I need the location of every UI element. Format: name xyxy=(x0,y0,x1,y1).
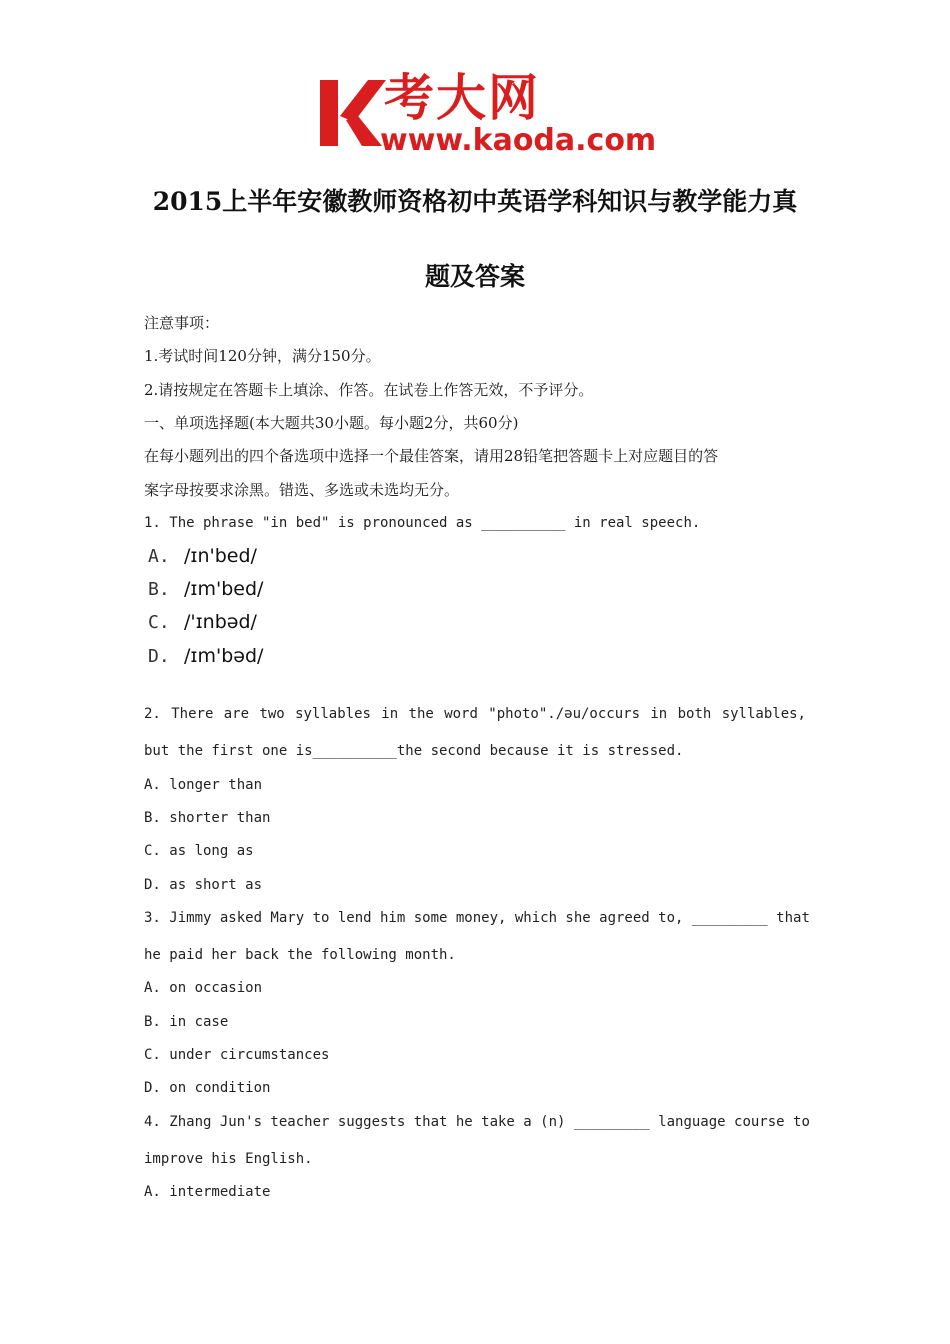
question-1-option-c xyxy=(148,611,257,633)
section-instruction: 案字母按要求涂黑。错选、多选或未选均无分。 xyxy=(144,481,460,499)
question-2-stem-continued: but the first one is__________the second because it is stressed. xyxy=(144,743,684,759)
notice-heading: 注意事项： xyxy=(144,314,220,332)
option-phonetic: /ɪm'bed/ xyxy=(184,578,264,600)
option-phonetic: /ɪm'bəd/ xyxy=(184,645,264,667)
site-logo[interactable] xyxy=(318,69,657,158)
option-letter: C. xyxy=(148,612,170,633)
option-letter: B. xyxy=(148,579,170,600)
question-1-stem: 1. The phrase "in bed" is pronounced as __________ in real speech. xyxy=(144,515,701,531)
question-2-option-d: D. as short as xyxy=(144,877,263,893)
option-letter: D. xyxy=(148,646,170,667)
question-3-option-c: C. under circumstances xyxy=(144,1047,330,1063)
option-letter: A. xyxy=(148,546,170,567)
page-title-continued: 题及答案 xyxy=(424,262,525,291)
question-4-option-a: A. intermediate xyxy=(144,1184,271,1200)
page-title: 2015上半年安徽教师资格初中英语学科知识与教学能力真 xyxy=(152,187,798,216)
question-4-stem: 4. Zhang Jun's teacher suggests that he take a (n) _________ language course to xyxy=(144,1114,810,1130)
question-4-stem-continued: improve his English. xyxy=(144,1151,313,1167)
section-heading: 一、单项选择题(本大题共30小题。每小题2分，共60分) xyxy=(144,414,519,432)
option-phonetic: /ɪn'bed/ xyxy=(184,545,257,567)
k-logo-icon xyxy=(318,76,388,148)
section-instruction: 在每小题列出的四个备选项中选择一个最佳答案，请用28铅笔把答题卡上对应题目的答 xyxy=(144,447,719,465)
question-2-option-c: C. as long as xyxy=(144,843,254,859)
logo-url: www.kaoda.com xyxy=(380,123,657,158)
question-1-option-a xyxy=(148,545,257,567)
notice-item: 2.请按规定在答题卡上填涂、作答。在试卷上作答无效，不予评分。 xyxy=(144,381,594,399)
option-phonetic: /'ɪnbəd/ xyxy=(184,611,257,633)
question-3-option-b: B. in case xyxy=(144,1014,229,1030)
notice-item: 1.考试时间120分钟，满分150分。 xyxy=(144,347,381,365)
question-3-stem: 3. Jimmy asked Mary to lend him some money, which she agreed to, _________ that xyxy=(144,910,810,926)
question-2-option-a: A. longer than xyxy=(144,777,263,793)
question-3-option-a: A. on occasion xyxy=(144,980,263,996)
question-1-option-b xyxy=(148,578,263,600)
question-3-stem-continued: he paid her back the following month. xyxy=(144,947,456,963)
question-2-stem: 2. There are two syllables in the word "photo"./əu/occurs in both syllables, xyxy=(144,706,806,722)
question-3-option-d: D. on condition xyxy=(144,1080,271,1096)
logo-name: 考大网 xyxy=(384,69,540,127)
question-2-option-b: B. shorter than xyxy=(144,810,271,826)
question-1-option-d xyxy=(148,645,263,667)
